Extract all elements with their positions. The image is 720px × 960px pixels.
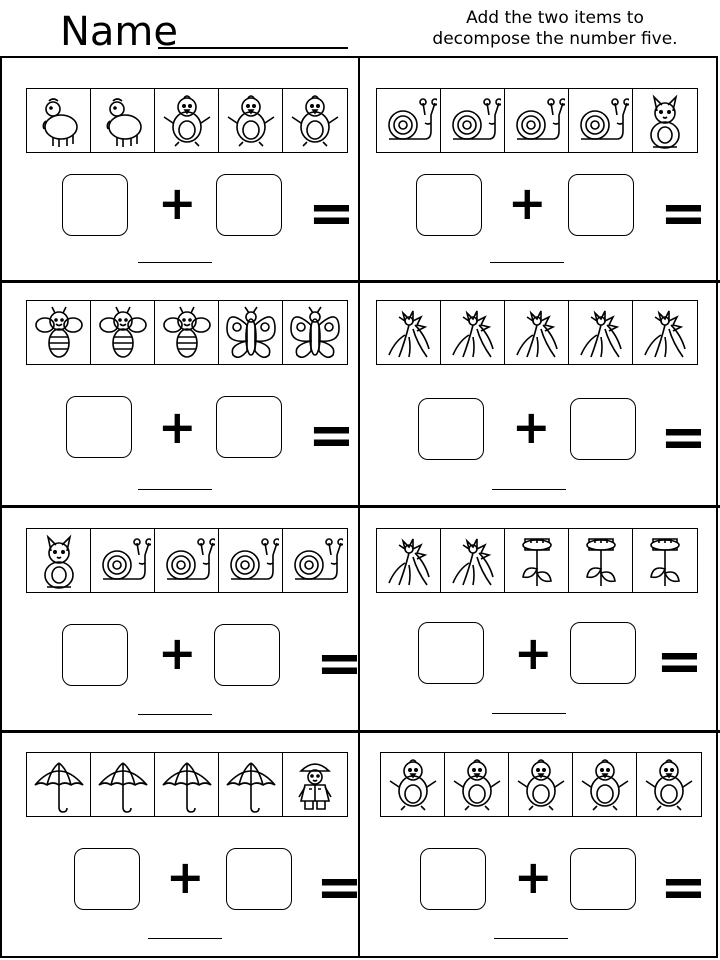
butterfly-icon bbox=[283, 301, 347, 364]
plus-sign: + bbox=[158, 626, 197, 680]
chick-icon bbox=[573, 753, 637, 816]
picture-strip bbox=[376, 300, 698, 365]
answer-line[interactable] bbox=[492, 713, 566, 714]
equals-sign: = bbox=[316, 631, 363, 696]
second-addend-box[interactable] bbox=[214, 624, 280, 686]
second-addend-box[interactable] bbox=[216, 396, 282, 458]
snail-icon bbox=[91, 529, 155, 592]
first-addend-box[interactable] bbox=[62, 174, 128, 236]
equals-sign: = bbox=[308, 403, 355, 468]
bee-icon bbox=[27, 301, 91, 364]
first-addend-box[interactable] bbox=[74, 848, 140, 910]
daffodil-icon bbox=[633, 301, 697, 364]
first-addend-box[interactable] bbox=[416, 174, 482, 236]
snail-icon bbox=[283, 529, 347, 592]
bunny-icon bbox=[633, 89, 697, 152]
plus-sign: + bbox=[514, 626, 553, 680]
row-divider bbox=[0, 730, 720, 733]
picture-strip bbox=[26, 752, 348, 817]
umbrella-icon bbox=[155, 753, 219, 816]
butterfly-icon bbox=[219, 301, 283, 364]
second-addend-box[interactable] bbox=[568, 174, 634, 236]
answer-line[interactable] bbox=[138, 262, 212, 263]
chick-icon bbox=[445, 753, 509, 816]
answer-line[interactable] bbox=[492, 489, 566, 490]
first-addend-box[interactable] bbox=[418, 622, 484, 684]
plus-sign: + bbox=[166, 850, 205, 904]
name-write-line[interactable] bbox=[158, 47, 348, 49]
daisy-icon bbox=[569, 529, 633, 592]
second-addend-box[interactable] bbox=[216, 174, 282, 236]
answer-line[interactable] bbox=[138, 714, 212, 715]
daisy-icon bbox=[633, 529, 697, 592]
bee-icon bbox=[155, 301, 219, 364]
umbrella-icon bbox=[219, 753, 283, 816]
answer-line[interactable] bbox=[490, 262, 564, 263]
chick-icon bbox=[381, 753, 445, 816]
plus-sign: + bbox=[158, 176, 197, 230]
picture-strip bbox=[376, 528, 698, 593]
snail-icon bbox=[155, 529, 219, 592]
first-addend-box[interactable] bbox=[66, 396, 132, 458]
second-addend-box[interactable] bbox=[570, 398, 636, 460]
plus-sign: + bbox=[158, 400, 197, 454]
second-addend-box[interactable] bbox=[570, 622, 636, 684]
chick-icon bbox=[637, 753, 701, 816]
child-raincoat-icon bbox=[283, 753, 347, 816]
picture-strip bbox=[26, 88, 348, 153]
equals-sign: = bbox=[660, 405, 707, 470]
daffodil-icon bbox=[441, 529, 505, 592]
plus-sign: + bbox=[508, 176, 547, 230]
snail-icon bbox=[377, 89, 441, 152]
daisy-icon bbox=[505, 529, 569, 592]
equals-sign: = bbox=[656, 629, 703, 694]
plus-sign: + bbox=[514, 850, 553, 904]
first-addend-box[interactable] bbox=[62, 624, 128, 686]
snail-icon bbox=[569, 89, 633, 152]
second-addend-box[interactable] bbox=[226, 848, 292, 910]
daffodil-icon bbox=[377, 529, 441, 592]
daffodil-icon bbox=[441, 301, 505, 364]
second-addend-box[interactable] bbox=[570, 848, 636, 910]
answer-line[interactable] bbox=[494, 938, 568, 939]
daffodil-icon bbox=[505, 301, 569, 364]
instructions-line-1: Add the two items to bbox=[466, 8, 644, 28]
bunny-icon bbox=[27, 529, 91, 592]
equals-sign: = bbox=[316, 855, 363, 920]
picture-strip bbox=[376, 88, 698, 153]
picture-strip bbox=[26, 528, 348, 593]
umbrella-icon bbox=[27, 753, 91, 816]
instructions bbox=[405, 8, 705, 50]
plus-sign: + bbox=[512, 400, 551, 454]
first-addend-box[interactable] bbox=[420, 848, 486, 910]
answer-line[interactable] bbox=[138, 489, 212, 490]
equals-sign: = bbox=[308, 181, 355, 246]
daffodil-icon bbox=[569, 301, 633, 364]
snail-icon bbox=[219, 529, 283, 592]
snail-icon bbox=[505, 89, 569, 152]
snail-icon bbox=[441, 89, 505, 152]
row-divider bbox=[0, 505, 720, 508]
name-label: Name bbox=[60, 9, 179, 55]
picture-strip bbox=[26, 300, 348, 365]
chick-icon bbox=[509, 753, 573, 816]
row-divider bbox=[0, 280, 720, 283]
chick-icon bbox=[283, 89, 347, 152]
chick-icon bbox=[219, 89, 283, 152]
sheep-icon bbox=[27, 89, 91, 152]
first-addend-box[interactable] bbox=[418, 398, 484, 460]
equals-sign: = bbox=[660, 181, 707, 246]
equals-sign: = bbox=[660, 855, 707, 920]
sheep-icon bbox=[91, 89, 155, 152]
instructions-line-2: decompose the number five. bbox=[432, 29, 678, 49]
umbrella-icon bbox=[91, 753, 155, 816]
answer-line[interactable] bbox=[148, 938, 222, 939]
daffodil-icon bbox=[377, 301, 441, 364]
chick-icon bbox=[155, 89, 219, 152]
bee-icon bbox=[91, 301, 155, 364]
picture-strip bbox=[380, 752, 702, 817]
